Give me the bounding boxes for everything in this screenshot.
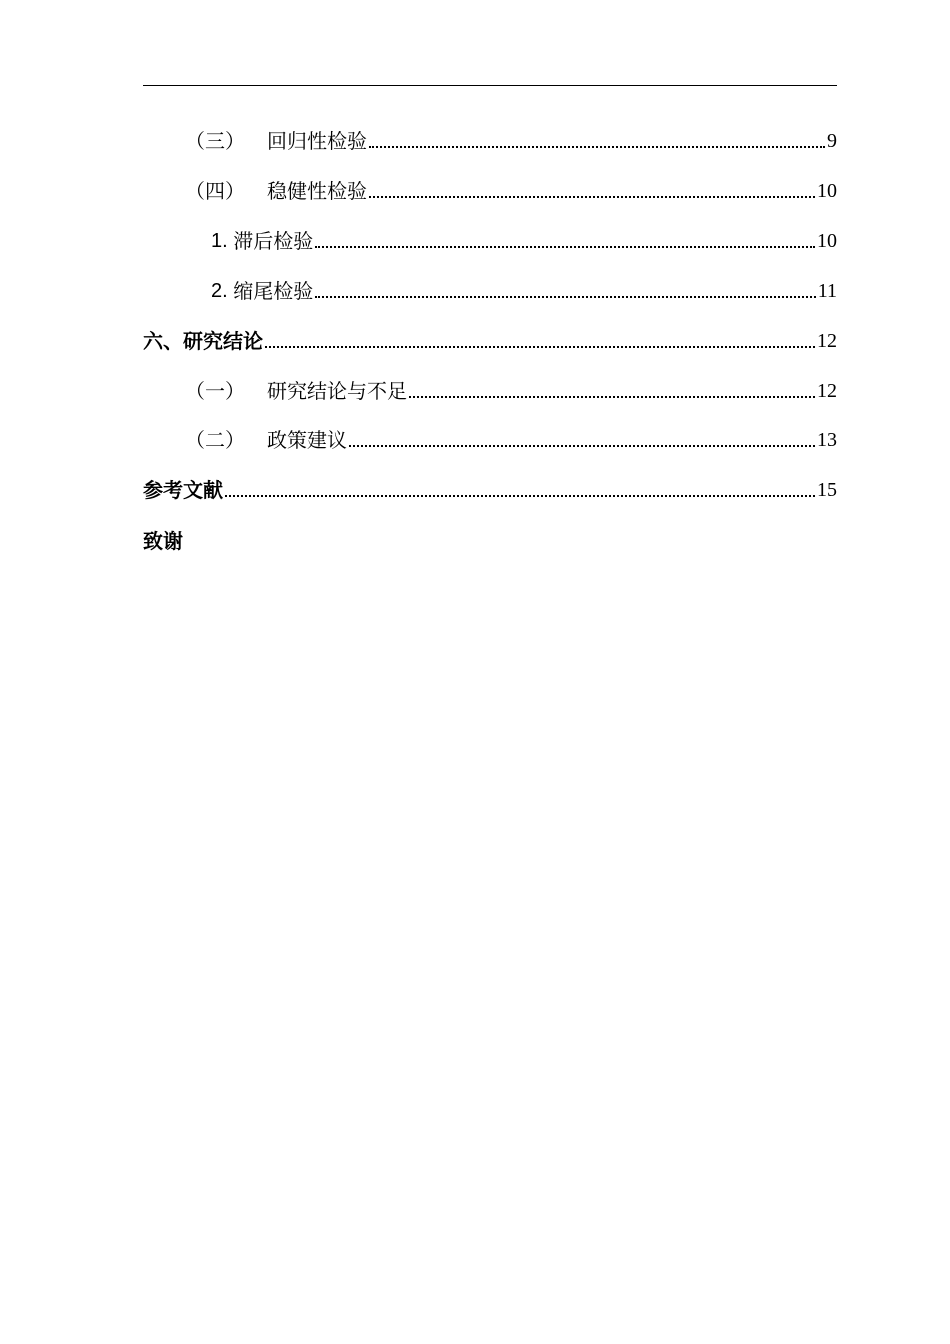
toc-entry-policy-suggestions[interactable] xyxy=(143,425,837,455)
toc-entry-title: 稳健性检验 xyxy=(267,179,367,203)
toc-entry-prefix: 1. xyxy=(211,230,234,252)
toc-entry-conclusion-limitations[interactable] xyxy=(143,376,837,406)
dot-leader xyxy=(315,296,815,298)
toc-entry-title: 回归性检验 xyxy=(267,129,367,153)
toc-entry-prefix: （三） xyxy=(185,129,245,153)
dot-leader xyxy=(369,146,825,148)
toc-entry-title: 六、研究结论 xyxy=(143,329,263,353)
dot-leader xyxy=(409,396,815,398)
dot-leader xyxy=(265,346,815,348)
toc-entry-page: 9 xyxy=(827,130,837,152)
header-rule xyxy=(143,85,837,86)
toc-entry-page: 10 xyxy=(817,230,837,252)
dot-leader xyxy=(225,495,815,497)
toc-entry-prefix: 2. xyxy=(211,280,234,302)
toc-entry-winsorize-test[interactable] xyxy=(143,276,837,306)
toc-entry-prefix: （一） xyxy=(185,379,245,403)
toc-entry-page: 15 xyxy=(817,479,837,501)
toc-entry-page: 10 xyxy=(817,180,837,202)
toc-entry-acknowledgements[interactable] xyxy=(143,526,837,556)
toc-entry-regression-test[interactable] xyxy=(143,126,837,156)
toc-entry-title: 致谢 xyxy=(143,529,183,553)
toc-entry-page: 13 xyxy=(817,429,837,451)
dot-leader xyxy=(369,196,815,198)
toc-entry-title: 政策建议 xyxy=(267,428,347,452)
toc-entry-prefix: （四） xyxy=(185,179,245,203)
toc-entry-prefix: （二） xyxy=(185,428,245,452)
toc-entry-title: 缩尾检验 xyxy=(233,279,314,303)
toc-entry-conclusion[interactable] xyxy=(143,326,837,356)
toc-entry-references[interactable] xyxy=(143,475,837,505)
toc-entry-title: 滞后检验 xyxy=(233,229,314,253)
toc-entry-page: 12 xyxy=(817,380,837,402)
toc-entry-page: 11 xyxy=(817,280,837,302)
toc-entry-lag-test[interactable] xyxy=(143,226,837,256)
toc-entry-page: 12 xyxy=(817,330,837,352)
toc-entry-title: 参考文献 xyxy=(143,478,223,502)
toc-entry-title: 研究结论与不足 xyxy=(267,379,407,403)
dot-leader xyxy=(349,445,815,447)
dot-leader xyxy=(315,246,815,248)
toc-entry-robustness-test[interactable] xyxy=(143,176,837,206)
